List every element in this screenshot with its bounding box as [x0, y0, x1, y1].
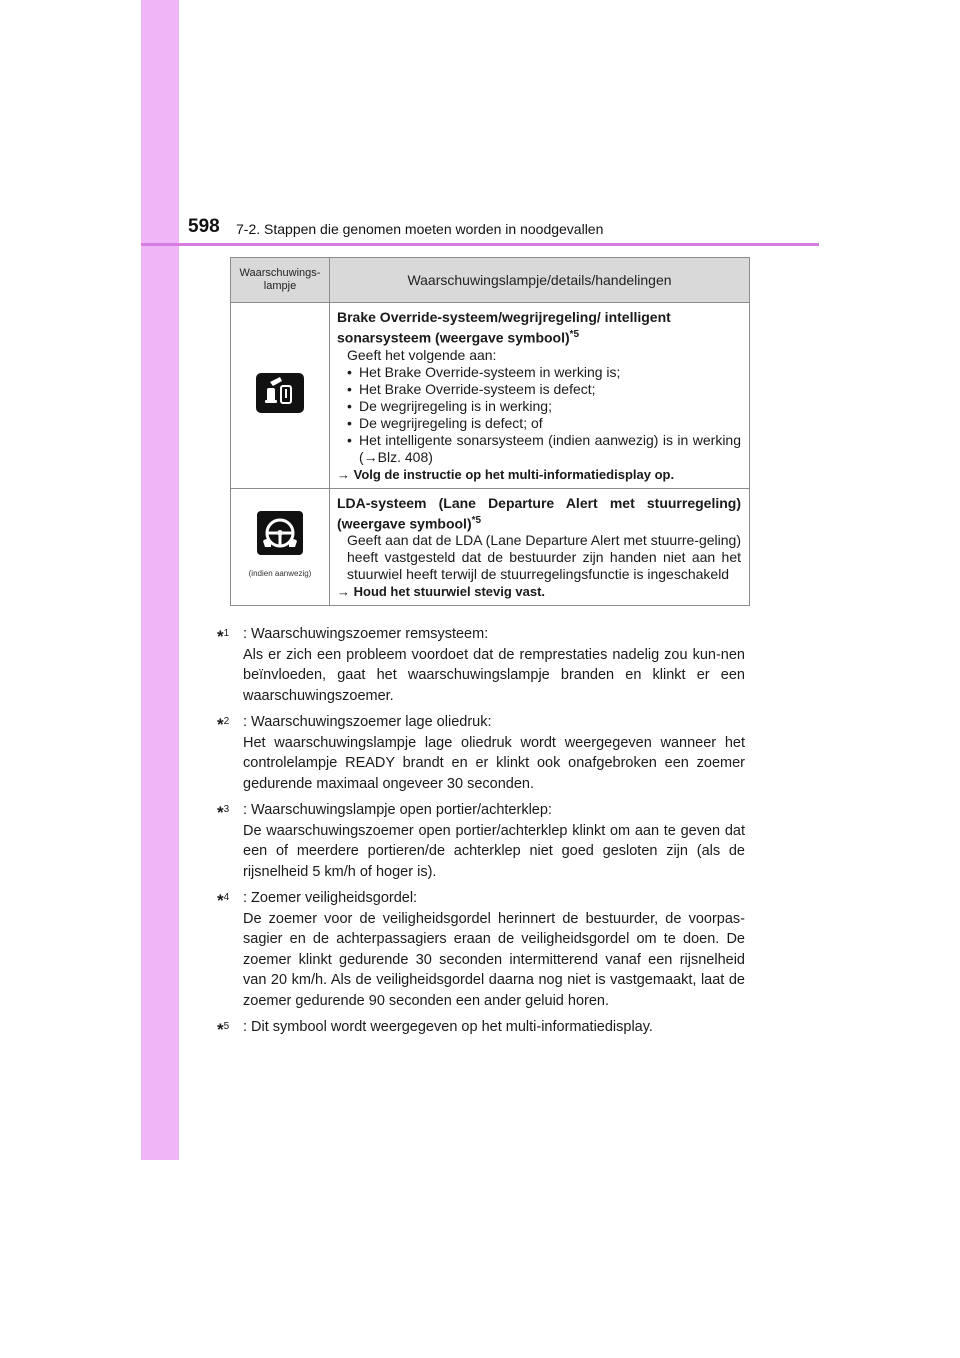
- details-cell: [330, 488, 750, 606]
- list-item: • De wegrijregeling is defect; of: [337, 415, 741, 432]
- row-title: LDA-systeem (Lane Departure Alert met stuurregeling) (weergave symbool)$^{*5}$: [337, 494, 741, 532]
- footnote-marker: *$^4$: [217, 890, 230, 910]
- column-header-lamp: Waarschuwings-lampje: [231, 258, 330, 303]
- details-cell: [330, 303, 750, 489]
- warning-table: [230, 257, 750, 606]
- footnote-body: Het waarschuwingslampje lage oliedruk wordt weergegeven wanneer het controlelampje READY brandt en er klinkt ook onafgebroken een zoemer gedurende maximaal ongeveer 30 seconden.: [243, 734, 745, 792]
- list-item: • Het Brake Override-systeem is defect;: [337, 381, 741, 398]
- footnote-title: : Waarschuwingslampje open portier/achterklep:: [243, 802, 552, 818]
- row-description: Geeft aan dat de LDA (Lane Departure Alert met stuurre-geling) heeft vastgesteld dat de bestuurder zijn handen niet aan het stuurwiel heeft terwijl de stuurregelingsfunctie is ingeschakeld: [347, 532, 741, 583]
- footnote-marker: *$^1$: [217, 626, 230, 646]
- list-item: • De wegrijregeling is in werking;: [337, 398, 741, 415]
- footnote-marker: *$^2$: [217, 714, 230, 734]
- row-intro: Geeft het volgende aan:: [347, 346, 497, 363]
- section-title: 7-2. Stappen die genomen moeten worden in noodgevallen: [236, 221, 604, 237]
- footnote: [217, 624, 745, 706]
- row-title: Brake Override-systeem/wegrijregeling/ intelligent sonarsysteem (weergave symbool)$^{*5}$: [337, 309, 671, 346]
- footnote-body: Als er zich een probleem voordoet dat de remprestaties nadelig zou kun-nen beïnvloeden, gaat het waarschuwingslampje branden en klinkt er een waarschuwingszoemer.: [243, 646, 745, 704]
- footnote: [217, 888, 745, 1011]
- footnote-marker: *$^3$: [217, 802, 230, 822]
- lamp-cell: [231, 303, 330, 489]
- brake-override-icon: [256, 373, 304, 413]
- row-action: → Houd het stuurwiel stevig vast.: [337, 584, 546, 600]
- lda-steering-icon: [257, 511, 303, 555]
- list-item: • Het intelligente sonarsysteem (indien aanwezig) is in werking (→Blz. 408): [337, 432, 741, 466]
- table-row: [231, 303, 750, 489]
- page-number: 598: [188, 216, 220, 237]
- footnote: [217, 712, 745, 794]
- table-row: [231, 488, 750, 606]
- side-tab-band: [141, 0, 179, 1160]
- footnote-body: De waarschuwingszoemer open portier/achterklep klinkt om aan te geven dat een of meerdere portieren/de achterklep niet goed gesloten zijn (als de rijsnelheid 5 km/h of hoger is).: [243, 822, 745, 880]
- footnote-body: De zoemer voor de veiligheidsgordel herinnert de bestuurder, de voorpas-sagier en de achterpassagiers eraan de veiligheidsgordel om te doen. De zoemer klinkt gedurende 30 seconden intermitterend vanaf een rijsnelheid van 20 km/h. Als de veiligheidsgordel daarna nog niet is vastgemaakt, laat de zoemer gedurende 90 seconden een ander geluid horen.: [243, 910, 745, 1009]
- icon-note: (indien aanwezig): [248, 569, 312, 579]
- lamp-cell: [231, 488, 330, 606]
- footnote: [217, 1017, 745, 1038]
- header-divider: [141, 243, 819, 246]
- footnote-title: : Dit symbool wordt weergegeven op het multi-informatiedisplay.: [243, 1019, 653, 1035]
- footnote-marker: *$^5$: [217, 1019, 230, 1039]
- row-action: → Volg de instructie op het multi-informatiedisplay op.: [337, 466, 675, 482]
- footnote-title: : Waarschuwingszoemer remsysteem:: [243, 626, 489, 642]
- footnote-title: : Zoemer veiligheidsgordel:: [243, 890, 418, 906]
- list-item: • Het Brake Override-systeem in werking is;: [337, 364, 741, 381]
- footnote-title: : Waarschuwingszoemer lage oliedruk:: [243, 714, 492, 730]
- footnote: [217, 800, 745, 882]
- column-header-details: Waarschuwingslampje/details/handelingen: [330, 258, 750, 303]
- bullet-list: [337, 364, 741, 466]
- table-header-row: [231, 258, 750, 303]
- footnotes: [217, 624, 745, 1044]
